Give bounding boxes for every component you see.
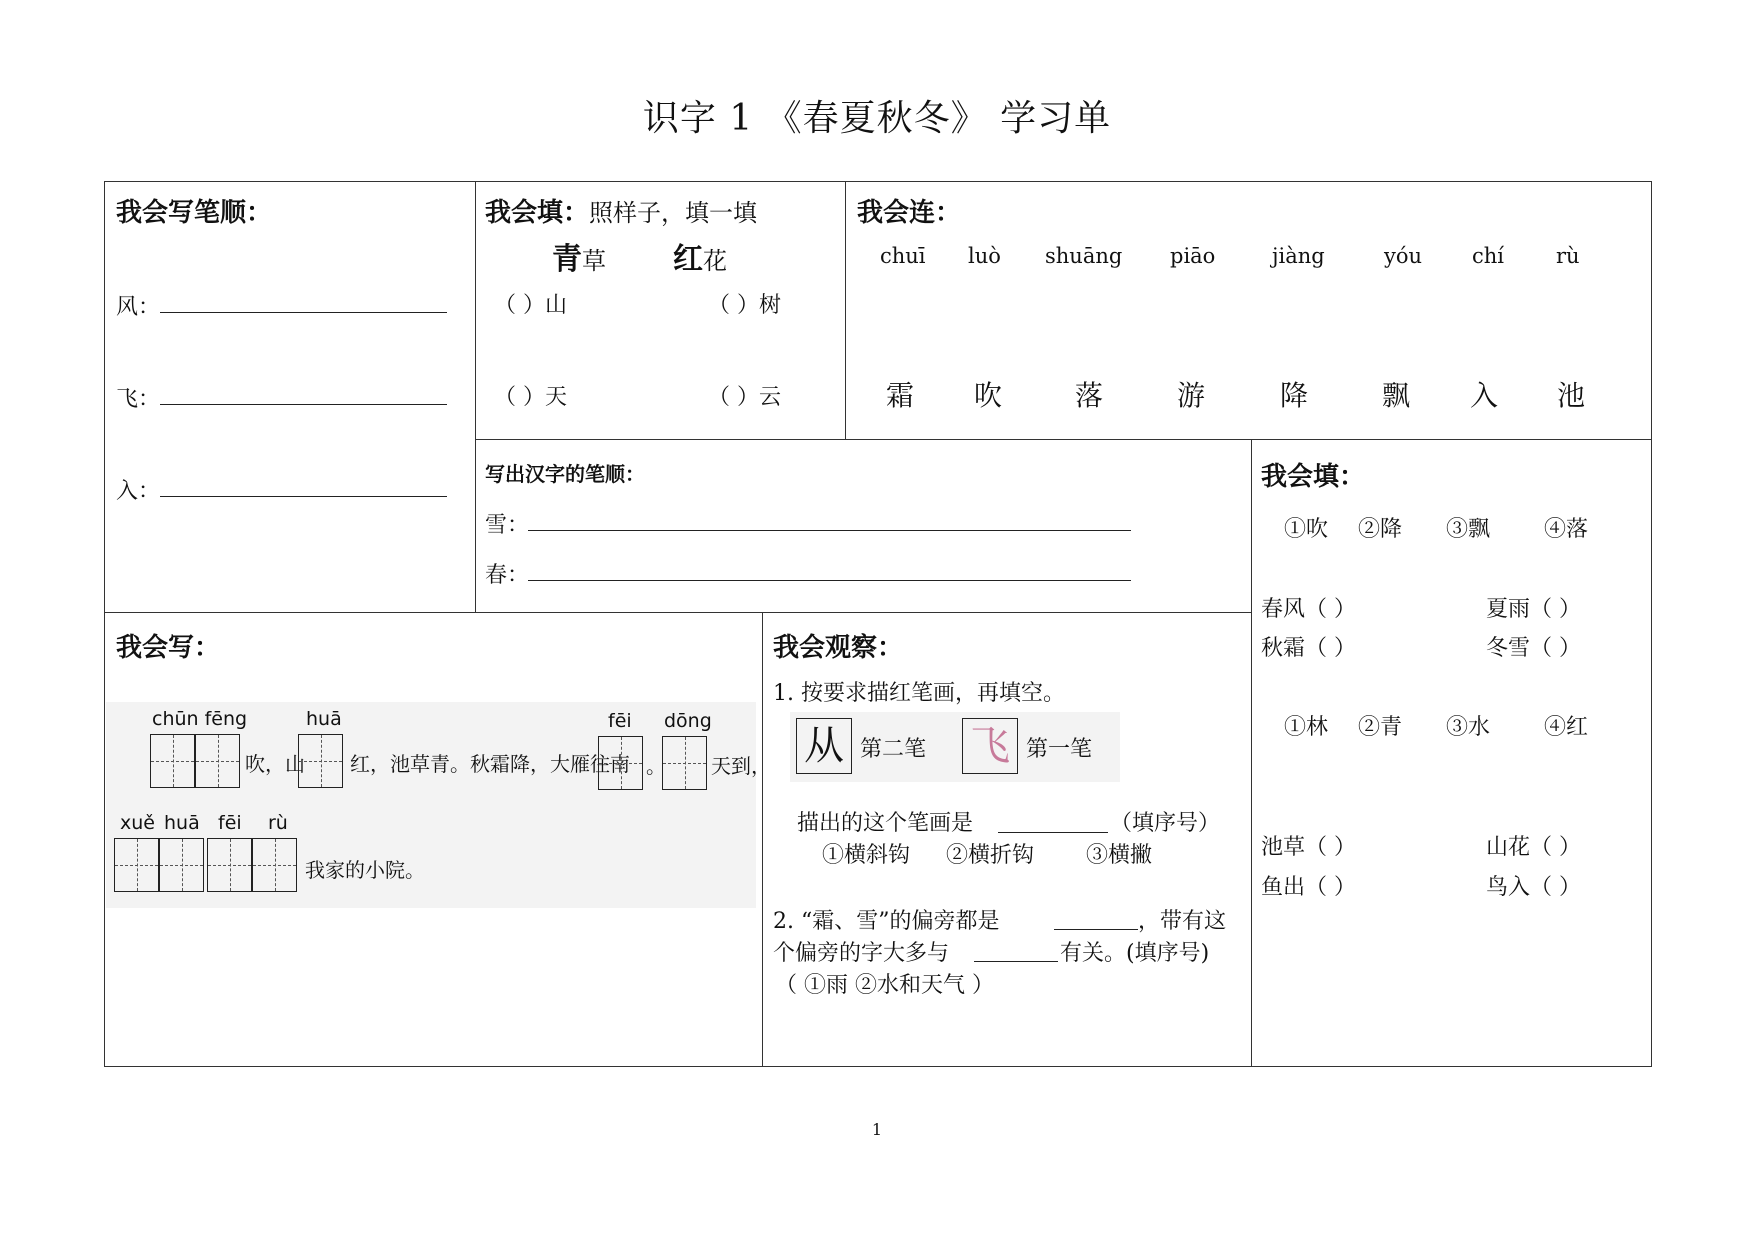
pair-blank[interactable]: 鸟入（ ） [1486,875,1581,900]
fill-example-heading: 我会填： [485,198,590,228]
divider [475,439,1651,440]
observe-q2-options: （ ①雨 ②水和天气 ） [775,973,994,998]
pinyin-item[interactable]: chuī [880,244,926,268]
hanzi-item[interactable]: 霜 [886,379,915,412]
option-item: ④落 [1544,517,1589,542]
option-item: ①林 [1284,715,1329,740]
pair-blank[interactable]: 秋霜（ ） [1261,636,1356,661]
trace-char-box[interactable]: 从 [796,718,852,774]
passage-text: 红，池草青。秋霜降，大雁往南 [350,752,630,776]
observe-q2: 2. “霜、雪”的偏旁都是 [773,909,1000,934]
pinyin-item[interactable]: piāo [1170,244,1216,268]
pinyin-label: chūn fēng [152,708,248,730]
fill-blank[interactable]: （ ）树 [708,293,781,318]
choice-option: ①横斜钩 [822,843,911,868]
tianzige-box[interactable] [207,838,252,892]
example-2-rest: 花 [703,247,727,275]
stroke-item-label: 入： [116,479,161,504]
divider [762,612,763,1067]
pinyin-item[interactable]: yóu [1384,244,1423,268]
stroke-order-heading: 我会写笔顺： [116,198,273,228]
pinyin-label: rù [268,812,288,834]
tianzige-box[interactable] [598,736,643,790]
tianzige-box[interactable] [195,734,240,788]
pair-blank[interactable]: 池草（ ） [1261,835,1356,860]
option-item: ③水 [1446,715,1491,740]
pair-blank[interactable]: 山花（ ） [1486,835,1581,860]
pair-blank[interactable]: 鱼出（ ） [1261,875,1356,900]
page-number: 1 [871,1120,883,1139]
divider [845,182,846,440]
write-order-label: 春： [485,563,530,588]
passage-text: 。 [646,754,666,778]
hanzi-item[interactable]: 吹 [974,379,1003,412]
passage-text: 吹，山 [245,752,305,776]
write-order-label: 雪： [485,513,530,538]
fill-example-header [485,192,757,229]
passage-text: 天到， [711,754,771,778]
pair-blank[interactable]: 夏雨（ ） [1486,597,1581,622]
pinyin-label: xuě [120,812,155,834]
option-item: ②降 [1358,517,1403,542]
write-order-heading: 写出汉字的笔顺： [485,462,645,486]
observe-fill-text: 描出的这个笔画是 [797,811,974,836]
observe-q2: 个偏旁的字大多与 [773,941,950,966]
pinyin-item[interactable]: shuāng [1045,244,1123,268]
fill-blank[interactable]: （ ）山 [494,293,567,318]
pair-blank[interactable]: 冬雪（ ） [1486,636,1581,661]
tianzige-box[interactable] [150,734,195,788]
stroke-item-label: 飞： [116,387,161,412]
trace-label: 第二笔 [860,737,927,762]
trace-label: 第一笔 [1026,737,1093,762]
fill-blank[interactable]: （ ）天 [494,385,567,410]
connect-heading: 我会连： [857,198,962,228]
example-2 [673,234,727,278]
hanzi-item[interactable]: 入 [1470,379,1499,412]
pair-blank[interactable]: 春风（ ） [1261,597,1356,622]
observe-q1: 1. 按要求描红笔画，再填空。 [773,681,1065,706]
pinyin-label: huā [306,708,342,730]
pinyin-item[interactable]: jiàng [1272,244,1325,268]
stroke-item-label: 风： [116,295,161,320]
divider [475,182,476,613]
fill-right-heading: 我会填： [1261,462,1366,492]
fill-example-instruction: 照样子，填一填 [589,199,758,227]
option-item: ②青 [1358,715,1403,740]
pinyin-item[interactable]: luò [968,244,1001,268]
answer-line[interactable] [160,312,447,313]
pinyin-label: fēi [608,710,632,732]
tianzige-box[interactable] [114,838,159,892]
hanzi-item[interactable]: 池 [1557,379,1586,412]
hanzi-item[interactable]: 飘 [1382,379,1411,412]
tianzige-box[interactable] [252,838,297,892]
example-1-bold: 青 [552,242,582,277]
answer-line[interactable] [528,530,1131,531]
answer-line[interactable] [528,580,1131,581]
page-title: 识字 1 《春夏秋冬》 学习单 [642,98,1112,139]
divider [1251,439,1252,1067]
option-item: ①吹 [1284,517,1329,542]
pinyin-label: dōng [664,710,712,732]
pinyin-label: fēi [218,812,242,834]
divider [105,612,1251,613]
trace-char-box[interactable]: 飞 [962,718,1018,774]
write-heading: 我会写： [116,633,221,663]
hanzi-item[interactable]: 落 [1075,379,1104,412]
hanzi-item[interactable]: 降 [1280,379,1309,412]
tianzige-box[interactable] [298,734,343,788]
example-1-rest: 草 [582,247,606,275]
answer-line[interactable] [160,496,447,497]
passage-text: 我家的小院。 [305,858,425,882]
tianzige-box[interactable] [159,838,204,892]
choice-option: ③横撇 [1086,843,1153,868]
choice-option: ②横折钩 [946,843,1035,868]
hanzi-item[interactable]: 游 [1177,379,1206,412]
answer-line[interactable] [1054,929,1138,930]
observe-fill-end: （填序号） [1110,811,1221,836]
observe-q2: 有关。(填序号) [1060,941,1210,966]
tianzige-box[interactable] [662,736,707,790]
option-item: ④红 [1544,715,1589,740]
answer-line[interactable] [974,961,1058,962]
answer-line[interactable] [998,832,1108,833]
pinyin-item[interactable]: rù [1556,244,1580,268]
observe-heading: 我会观察： [773,633,904,663]
example-1 [552,234,606,278]
option-item: ③飘 [1446,517,1491,542]
fill-blank[interactable]: （ ）云 [708,385,781,410]
pinyin-label: huā [164,812,200,834]
example-2-bold: 红 [673,242,703,277]
pinyin-item[interactable]: chí [1472,244,1505,268]
answer-line[interactable] [160,404,447,405]
observe-q2: ，带有这 [1138,909,1227,934]
